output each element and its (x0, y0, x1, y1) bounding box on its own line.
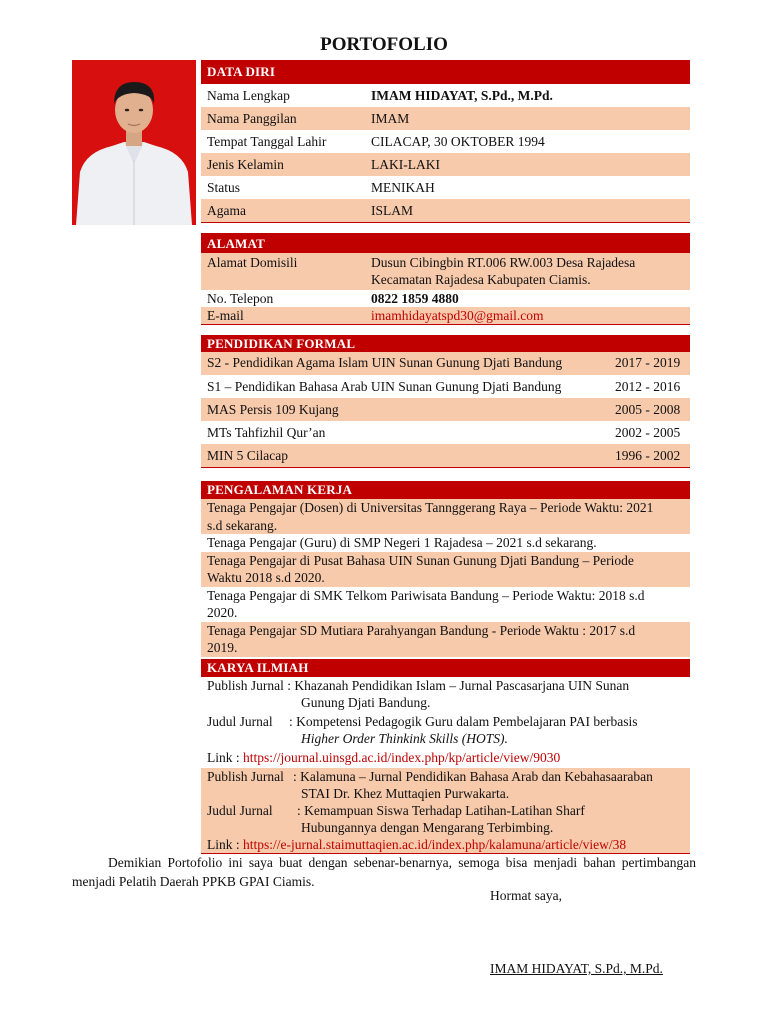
signature-name: IMAM HIDAYAT, S.Pd., M.Pd. (490, 961, 663, 976)
alamat-domisili-row: Alamat Domisili Dusun Cibingbin RT.006 RW.003 Desa Rajadesa Kecamatan Rajadesa Kabupaten Ciamis. (201, 253, 690, 290)
section-alamat (201, 233, 690, 325)
data-row: Tempat Tanggal Lahir CILACAP, 30 OKTOBER 1994 (207, 134, 545, 149)
pengalaman-row: Tenaga Pengajar di Pusat Bahasa UIN Sunan Gunung Djati Bandung – Periode Waktu 2018 s.d 2020. (201, 552, 690, 587)
section-pengalaman (201, 481, 690, 657)
data-row: Status MENIKAH (207, 180, 435, 195)
pengalaman-row: Tenaga Pengajar di SMK Telkom Pariwisata Bandung – Periode Waktu: 2018 s.d 2020. (207, 587, 645, 620)
closing-paragraph: Demikian Portofolio ini saya buat dengan sebenar-benarnya, semoga bisa menjadi bahan pertimbangan menjadi Pelatih Daerah PPKB GPAI Ciamis. (72, 855, 696, 889)
jurnal-link[interactable]: https://journal.uinsgd.ac.id/index.php/kp/article/view/9030 (243, 750, 561, 765)
section-karya-ilmiah (201, 659, 690, 854)
karya-item: Publish Jurnal : Kalamuna – Jurnal Pendidikan Bahasa Arab dan Kebahasaaraban STAI Dr. Khez Muttaqien Purwakarta. Judul Jurnal : Kemampuan Siswa Terhadap Latihan-Latihan Sharf Hubungannya dengan Mengarang Terbimbing. Link : https://e-jurnal.staimuttaqien.ac.id/index.php/kalamuna/article/view/38 (201, 768, 690, 854)
closing-salutation: Hormat saya, (490, 888, 562, 903)
pendidikan-row: MAS Persis 109 Kujang 2005 - 2008 (201, 398, 690, 421)
profile-photo (72, 60, 196, 225)
pengalaman-row: Tenaga Pengajar (Dosen) di Universitas Tannggerang Raya – Periode Waktu: 2021 s.d sekarang. (201, 499, 690, 534)
pendidikan-row: MIN 5 Cilacap 1996 - 2002 (201, 444, 690, 468)
data-row: Agama ISLAM (201, 199, 690, 223)
section-pendidikan (201, 335, 690, 468)
data-row: Nama Panggilan IMAM (201, 107, 690, 130)
section-header: PENDIDIKAN FORMAL (201, 335, 690, 352)
section-data-diri (201, 60, 690, 223)
data-row: Nama Lengkap IMAM HIDAYAT, S.Pd., M.Pd. (207, 88, 553, 103)
pendidikan-row: MTs Tahfizhil Qur’an 2002 - 2005 (207, 425, 681, 440)
section-header: DATA DIRI (201, 60, 690, 84)
pendidikan-row: S1 – Pendidikan Bahasa Arab UIN Sunan Gunung Djati Bandung 2012 - 2016 (207, 379, 681, 394)
telepon-row: No. Telepon 0822 1859 4880 (207, 291, 459, 306)
pengalaman-row: Tenaga Pengajar SD Mutiara Parahyangan Bandung - Periode Waktu : 2017 s.d 2019. (201, 622, 690, 657)
email-row: E-mail imamhidayatspd30@gmail.com (201, 307, 690, 325)
karya-item: Publish Jurnal : Khazanah Pendidikan Islam – Jurnal Pascasarjana UIN Sunan Gunung Djati Bandung. Judul Jurnal : Kompetensi Pedagogik Guru dalam Pembelajaran PAI berbasis Higher Order Thinkink Skills (HOTS). Link : https://journal.uinsgd.ac.id/index.php/kp/article/view/9030 (207, 678, 638, 765)
section-header: ALAMAT (201, 233, 690, 253)
jurnal-link[interactable]: https://e-jurnal.staimuttaqien.ac.id/index.php/kalamuna/article/view/38 (243, 837, 627, 852)
data-row: Jenis Kelamin LAKI-LAKI (201, 153, 690, 176)
section-header: PENGALAMAN KERJA (201, 481, 690, 499)
page-title: PORTOFOLIO (320, 34, 448, 55)
pengalaman-row: Tenaga Pengajar (Guru) di SMP Negeri 1 Rajadesa – 2021 s.d sekarang. (207, 535, 597, 550)
email-link[interactable]: imamhidayatspd30@gmail.com (371, 308, 544, 323)
section-header: KARYA ILMIAH (201, 659, 690, 677)
pendidikan-row: S2 - Pendidikan Agama Islam UIN Sunan Gunung Djati Bandung 2017 - 2019 (201, 352, 690, 375)
